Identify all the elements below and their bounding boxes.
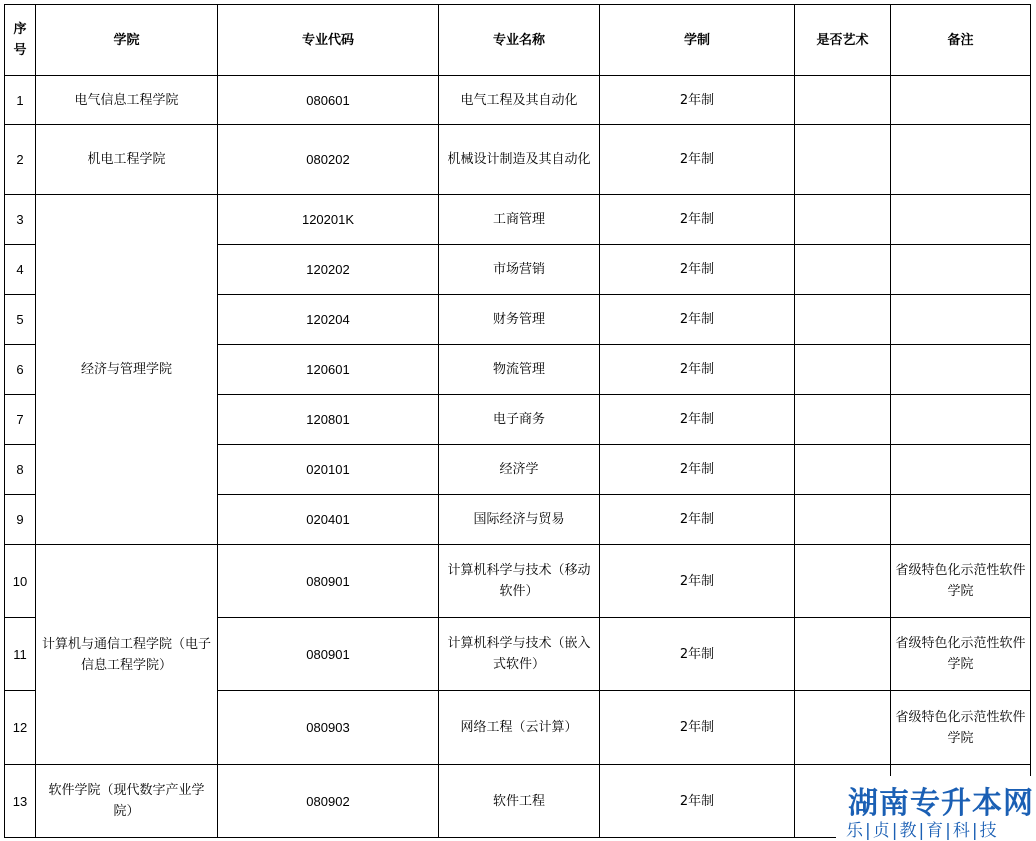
note-cell <box>891 125 1031 195</box>
art-cell <box>795 445 891 495</box>
note-cell: 省级特色化示范性软件学院 <box>891 545 1031 618</box>
college-cell: 电气信息工程学院 <box>36 76 218 125</box>
art-cell <box>795 395 891 445</box>
art-cell <box>795 691 891 765</box>
major-cell: 机械设计制造及其自动化 <box>439 125 600 195</box>
duration-cell: 2年制 <box>600 765 795 838</box>
note-cell: 省级特色化示范性软件学院 <box>891 691 1031 765</box>
college-cell: 经济与管理学院 <box>36 195 218 545</box>
seq-cell: 8 <box>5 445 36 495</box>
major-cell: 国际经济与贸易 <box>439 495 600 545</box>
code-cell: 120202 <box>218 245 439 295</box>
header-note: 备注 <box>891 5 1031 76</box>
art-cell <box>795 76 891 125</box>
art-cell <box>795 195 891 245</box>
art-cell <box>795 545 891 618</box>
major-cell: 市场营销 <box>439 245 600 295</box>
college-cell: 计算机与通信工程学院（电子信息工程学院） <box>36 545 218 765</box>
college-cell: 机电工程学院 <box>36 125 218 195</box>
code-cell: 080202 <box>218 125 439 195</box>
note-cell: 省级特色化示范性软件学院 <box>891 618 1031 691</box>
watermark-title: 湖南专升本网 <box>848 786 1034 821</box>
table-row <box>5 76 1031 125</box>
college-cell: 软件学院（现代数字产业学院） <box>36 765 218 838</box>
header-art: 是否艺术 <box>795 5 891 76</box>
watermark-logo <box>836 776 1036 839</box>
note-cell <box>891 345 1031 395</box>
seq-cell: 11 <box>5 618 36 691</box>
major-cell: 网络工程（云计算） <box>439 691 600 765</box>
art-cell <box>795 618 891 691</box>
table-row <box>5 545 1031 618</box>
duration-cell: 2年制 <box>600 495 795 545</box>
duration-cell: 2年制 <box>600 125 795 195</box>
duration-cell: 2年制 <box>600 195 795 245</box>
major-cell: 工商管理 <box>439 195 600 245</box>
duration-cell: 2年制 <box>600 691 795 765</box>
note-cell <box>891 445 1031 495</box>
header-duration: 学制 <box>600 5 795 76</box>
duration-cell: 2年制 <box>600 445 795 495</box>
seq-cell: 13 <box>5 765 36 838</box>
major-cell: 计算机科学与技术（移动软件） <box>439 545 600 618</box>
seq-cell: 1 <box>5 76 36 125</box>
code-cell: 020101 <box>218 445 439 495</box>
seq-cell: 5 <box>5 295 36 345</box>
table-row <box>5 125 1031 195</box>
note-cell <box>891 195 1031 245</box>
major-cell: 经济学 <box>439 445 600 495</box>
code-cell: 120204 <box>218 295 439 345</box>
major-cell: 计算机科学与技术（嵌入式软件） <box>439 618 600 691</box>
code-cell: 080902 <box>218 765 439 838</box>
duration-cell: 2年制 <box>600 76 795 125</box>
major-cell: 软件工程 <box>439 765 600 838</box>
code-cell: 080901 <box>218 545 439 618</box>
art-cell <box>795 295 891 345</box>
header-row <box>5 5 1031 76</box>
seq-cell: 12 <box>5 691 36 765</box>
code-cell: 120801 <box>218 395 439 445</box>
note-cell <box>891 295 1031 345</box>
code-cell: 080901 <box>218 618 439 691</box>
major-cell: 电气工程及其自动化 <box>439 76 600 125</box>
duration-cell: 2年制 <box>600 345 795 395</box>
art-cell <box>795 345 891 395</box>
code-cell: 080601 <box>218 76 439 125</box>
major-cell: 电子商务 <box>439 395 600 445</box>
seq-cell: 10 <box>5 545 36 618</box>
code-cell: 120601 <box>218 345 439 395</box>
watermark-subtitle: 乐|贞|教|育|科|技 <box>846 821 999 841</box>
code-cell: 080903 <box>218 691 439 765</box>
art-cell <box>795 495 891 545</box>
major-cell: 物流管理 <box>439 345 600 395</box>
note-cell <box>891 245 1031 295</box>
seq-cell: 7 <box>5 395 36 445</box>
seq-cell: 3 <box>5 195 36 245</box>
duration-cell: 2年制 <box>600 395 795 445</box>
header-major: 专业名称 <box>439 5 600 76</box>
seq-cell: 6 <box>5 345 36 395</box>
code-cell: 120201K <box>218 195 439 245</box>
seq-cell: 9 <box>5 495 36 545</box>
major-cell: 财务管理 <box>439 295 600 345</box>
table-row <box>5 195 1031 245</box>
duration-cell: 2年制 <box>600 545 795 618</box>
art-cell <box>795 245 891 295</box>
art-cell <box>795 125 891 195</box>
code-cell: 020401 <box>218 495 439 545</box>
duration-cell: 2年制 <box>600 295 795 345</box>
majors-table <box>4 4 1031 838</box>
note-cell <box>891 76 1031 125</box>
header-seq: 序号 <box>5 5 36 76</box>
duration-cell: 2年制 <box>600 245 795 295</box>
seq-cell: 4 <box>5 245 36 295</box>
note-cell <box>891 495 1031 545</box>
header-code: 专业代码 <box>218 5 439 76</box>
seq-cell: 2 <box>5 125 36 195</box>
note-cell <box>891 395 1031 445</box>
duration-cell: 2年制 <box>600 618 795 691</box>
header-college: 学院 <box>36 5 218 76</box>
